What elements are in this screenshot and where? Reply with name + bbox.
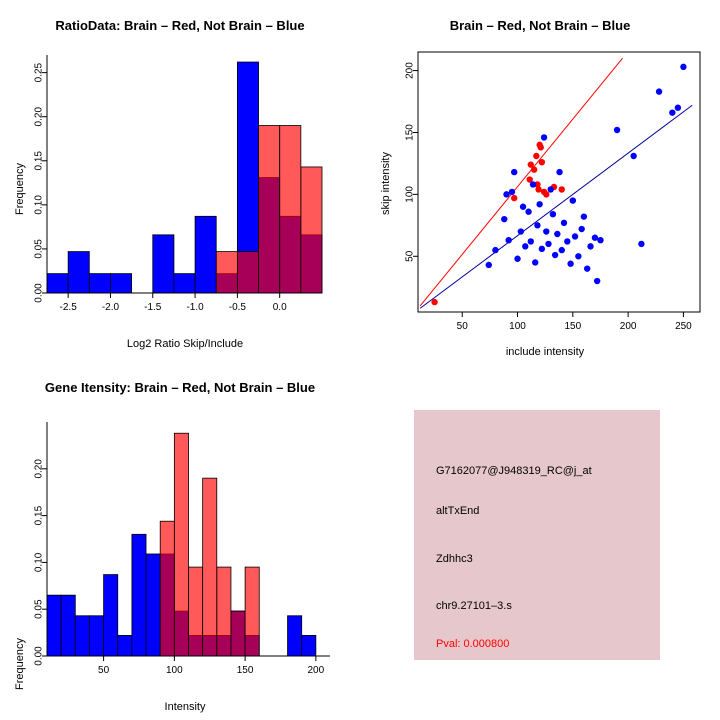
scatter-point [630,153,636,159]
hist-bar [75,616,89,656]
scatter-point [520,204,526,210]
scatter-point [492,247,498,253]
svg-text:50: 50 [404,250,416,262]
hist-bar [203,478,217,656]
svg-text:0.15: 0.15 [33,151,45,171]
scatter-point [528,238,534,244]
svg-text:0.20: 0.20 [33,106,45,127]
hist-bar [288,616,302,656]
hist-bar [195,216,216,293]
scatter-point [545,241,551,247]
scatter-point [505,237,511,243]
hist-bar [47,595,61,656]
scatter-point [431,299,437,305]
hist-bar [231,611,245,656]
hist-bar [189,567,203,656]
intensity-histogram-plot [0,360,360,720]
scatter-point [533,153,539,159]
scatter-point [514,256,520,262]
scatter-point [538,144,544,150]
scatter-point [541,134,547,140]
scatter-point [587,243,593,249]
scatter-point [592,235,598,241]
svg-text:150: 150 [404,124,416,141]
svg-text:0.25: 0.25 [33,62,45,83]
svg-text:-1.5: -1.5 [144,302,162,313]
scatter-point [539,159,545,165]
hist-bar [89,616,103,656]
scatter-xlabel: include intensity [505,346,585,358]
scatter-point [594,278,600,284]
scatter-point [581,213,587,219]
scatter-point [680,64,686,70]
scatter-point [578,226,584,232]
info-pval: Pval: 0.000800 [436,638,510,650]
hist-bar [217,567,231,656]
scatter-point [552,252,558,258]
scatter-point [556,169,562,175]
hist-bar [104,575,118,656]
scatter-point [503,191,509,197]
scatter-point [572,233,578,239]
scatter-point [559,247,565,253]
scatter-point [543,228,549,234]
svg-text:0.00: 0.00 [33,646,45,666]
scatter-point [509,189,515,195]
svg-text:150: 150 [236,665,254,676]
ratio-ylabel: Frequency [14,163,26,215]
hist-bar [146,554,160,656]
svg-text:100: 100 [404,186,416,203]
hist-bar [216,252,237,293]
scatter-point [575,253,581,259]
hist-bar [153,235,174,293]
hist-bar [89,274,110,293]
hist-bar [280,126,301,293]
info-event-type: altTxEnd [436,505,480,517]
panel-ratio-histogram [0,0,360,360]
hist-bar [174,274,195,293]
svg-text:200: 200 [619,321,637,332]
scatter-plot [360,0,720,360]
intensity-title: Gene Itensity: Brain – Red, Not Brain – Blue [44,380,316,395]
scatter-point [570,197,576,203]
intensity-xlabel: Intensity [164,701,206,713]
scatter-point [486,262,492,268]
hist-bar [47,274,68,293]
info-panel [414,410,660,660]
scatter-title: Brain – Red, Not Brain – Blue [449,18,631,33]
svg-text:-1.0: -1.0 [186,302,204,313]
hist-bar [245,567,259,656]
scatter-point [536,201,542,207]
hist-bar [174,433,188,656]
scatter-point [584,265,590,271]
scatter-point [543,191,549,197]
hist-bar [259,126,280,293]
scatter-point [567,261,573,267]
svg-text:-0.5: -0.5 [228,302,247,313]
ratio-histogram-plot [0,0,360,360]
scatter-point [669,109,675,115]
scatter-point [522,243,528,249]
panel-ratio-title: RatioData: Brain – Red, Not Brain – Blue [55,18,305,33]
scatter-point [532,259,538,265]
fit-line [420,58,622,306]
svg-text:0.0: 0.0 [272,302,287,313]
svg-text:0.15: 0.15 [33,505,45,526]
scatter-ylabel: skip intensity [380,152,392,215]
info-probe-id: G7162077@J948319_RC@j_at [436,465,592,477]
hist-bar [160,521,174,656]
svg-text:-2.5: -2.5 [59,302,77,313]
svg-text:0.05: 0.05 [33,239,45,259]
panel-intensity-histogram [0,360,360,720]
scatter-point [656,88,662,94]
scatter-point [530,181,536,187]
scatter-point [554,231,560,237]
scatter-point [550,211,556,217]
hist-bar [302,635,316,656]
ratio-xlabel: Log2 Ratio Skip/Include [126,338,244,350]
scatter-point [535,186,541,192]
scatter-point [518,228,524,234]
svg-text:200: 200 [307,665,325,676]
svg-text:0.00: 0.00 [33,283,45,303]
hist-bar [61,595,75,656]
svg-text:50: 50 [456,321,468,332]
scatter-point [534,222,540,228]
svg-text:0.10: 0.10 [33,552,45,573]
hist-bar [118,635,132,656]
scatter-point [531,166,537,172]
hist-bar [237,252,258,293]
scatter-point [638,241,644,247]
info-locus: chr9.27101–3.s [436,600,512,612]
hist-bar [68,252,89,293]
scatter-point [597,237,603,243]
svg-text:50: 50 [98,665,110,676]
scatter-point [525,209,531,215]
scatter-point [675,105,681,111]
svg-text:-2.0: -2.0 [101,302,120,313]
panel-scatter [360,0,720,360]
svg-text:100: 100 [166,665,183,676]
hist-bar [132,534,146,656]
scatter-point [511,169,517,175]
scatter-point [559,186,565,192]
svg-text:100: 100 [509,321,526,332]
scatter-point [501,216,507,222]
svg-text:250: 250 [675,321,692,332]
svg-text:200: 200 [404,62,416,79]
hist-bar [301,167,322,293]
scatter-point [511,195,517,201]
svg-text:150: 150 [564,321,582,332]
hist-bar [110,274,131,293]
scatter-point [548,186,554,192]
svg-text:0.20: 0.20 [33,459,45,479]
scatter-point [564,238,570,244]
scatter-point [561,220,567,226]
info-gene-symbol: Zdhhc3 [436,553,473,565]
scatter-point [614,127,620,133]
scatter-point [539,246,545,252]
intensity-ylabel: Frequency [14,638,26,690]
svg-text:0.05: 0.05 [33,599,45,619]
fit-line [420,105,692,308]
svg-text:0.10: 0.10 [33,195,45,215]
